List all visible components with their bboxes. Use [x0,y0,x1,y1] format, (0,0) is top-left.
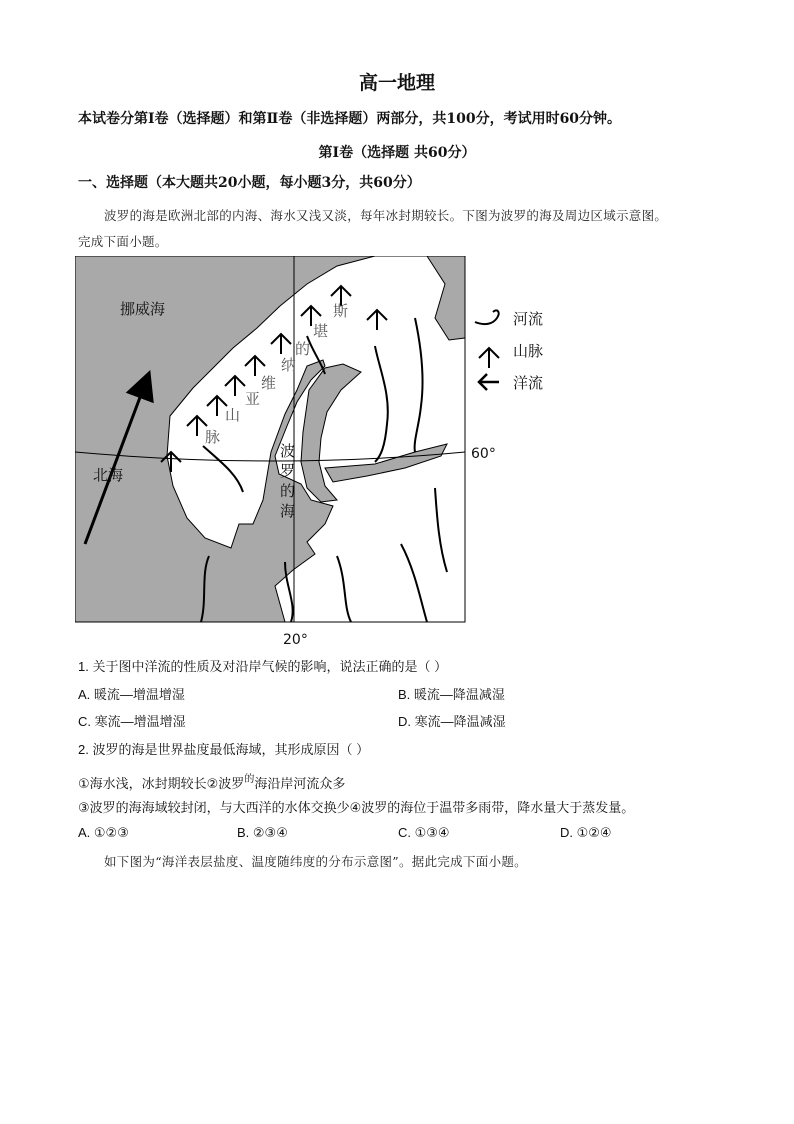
q2-option-c[interactable]: C. ①③④ [398,825,450,840]
legend-river: 河流 [513,310,544,328]
svg-text:斯: 斯 [333,302,349,320]
q2-statement-line-2: ③波罗的海海域较封闭，与大西洋的水体交换少④波罗的海位于温带多雨带，降水量大于蒸发量。 [78,800,635,815]
mountain-legend-icon [479,348,499,368]
svg-text:的: 的 [295,340,311,358]
svg-text:堪: 堪 [313,322,329,340]
q1-option-a[interactable]: A. 暖流—增温增湿 [78,687,185,702]
legend-mountain: 山脉 [513,342,544,360]
svg-text:脉: 脉 [205,428,221,446]
section-title: 一、选择题（本大题共20小题，每小题3分，共60分） [78,175,421,191]
svg-text:维: 维 [261,374,277,392]
page-title: 高一地理 [358,72,435,94]
part-title: 第Ⅰ卷（选择题 共60分） [318,145,476,161]
legend-current: 洋流 [513,374,544,392]
q1-option-c[interactable]: C. 寒流—增温增湿 [78,714,186,729]
river-legend-icon [475,310,499,324]
q1-option-b[interactable]: B. 暖流—降温减湿 [398,687,505,702]
exam-intro: 本试卷分第Ⅰ卷（选择题）和第Ⅱ卷（非选择题）两部分，共100分，考试用时60分钟。 [78,111,622,127]
next-passage: 如下图为“海洋表层盐度、温度随纬度的分布示意图”。据此完成下面小题。 [104,854,527,869]
q1-stem: 1. 关于图中洋流的性质及对沿岸气候的影响，说法正确的是（ ） [78,659,448,674]
svg-text:纳: 纳 [281,356,297,374]
svg-text:罗: 罗 [280,462,296,480]
q2-option-a[interactable]: A. ①②③ [78,825,129,840]
svg-text:波: 波 [280,442,296,460]
label-norwegian-sea: 挪威海 [120,300,166,318]
label-latitude: 60° [471,446,496,462]
label-longitude: 20° [283,632,308,648]
svg-text:的: 的 [280,482,296,500]
q2-option-d[interactable]: D. ①②④ [560,825,612,840]
map-legend [475,310,543,392]
passage-line-2: 完成下面小题。 [78,234,168,249]
q2-stem: 2. 波罗的海是世界盐度最低海域，其形成原因（ ） [78,742,370,757]
label-north-sea: 北海 [93,466,124,484]
svg-text:海: 海 [280,502,296,520]
q1-option-d[interactable]: D. 寒流—降温减湿 [398,714,506,729]
q2-option-b[interactable]: B. ②③④ [237,825,288,840]
passage-line-1: 波罗的海是欧洲北部的内海、海水又浅又淡，每年冰封期较长。下图为波罗的海及周边区域示意图。 [104,208,668,223]
svg-text:亚: 亚 [245,390,261,408]
current-legend-icon [479,374,499,390]
q2-statement-line-1: ①海水浅，冰封期较长②波罗$^的$海沿岸河流众多 [78,774,346,791]
baltic-sea-map [75,256,555,660]
svg-text:山: 山 [225,406,241,424]
